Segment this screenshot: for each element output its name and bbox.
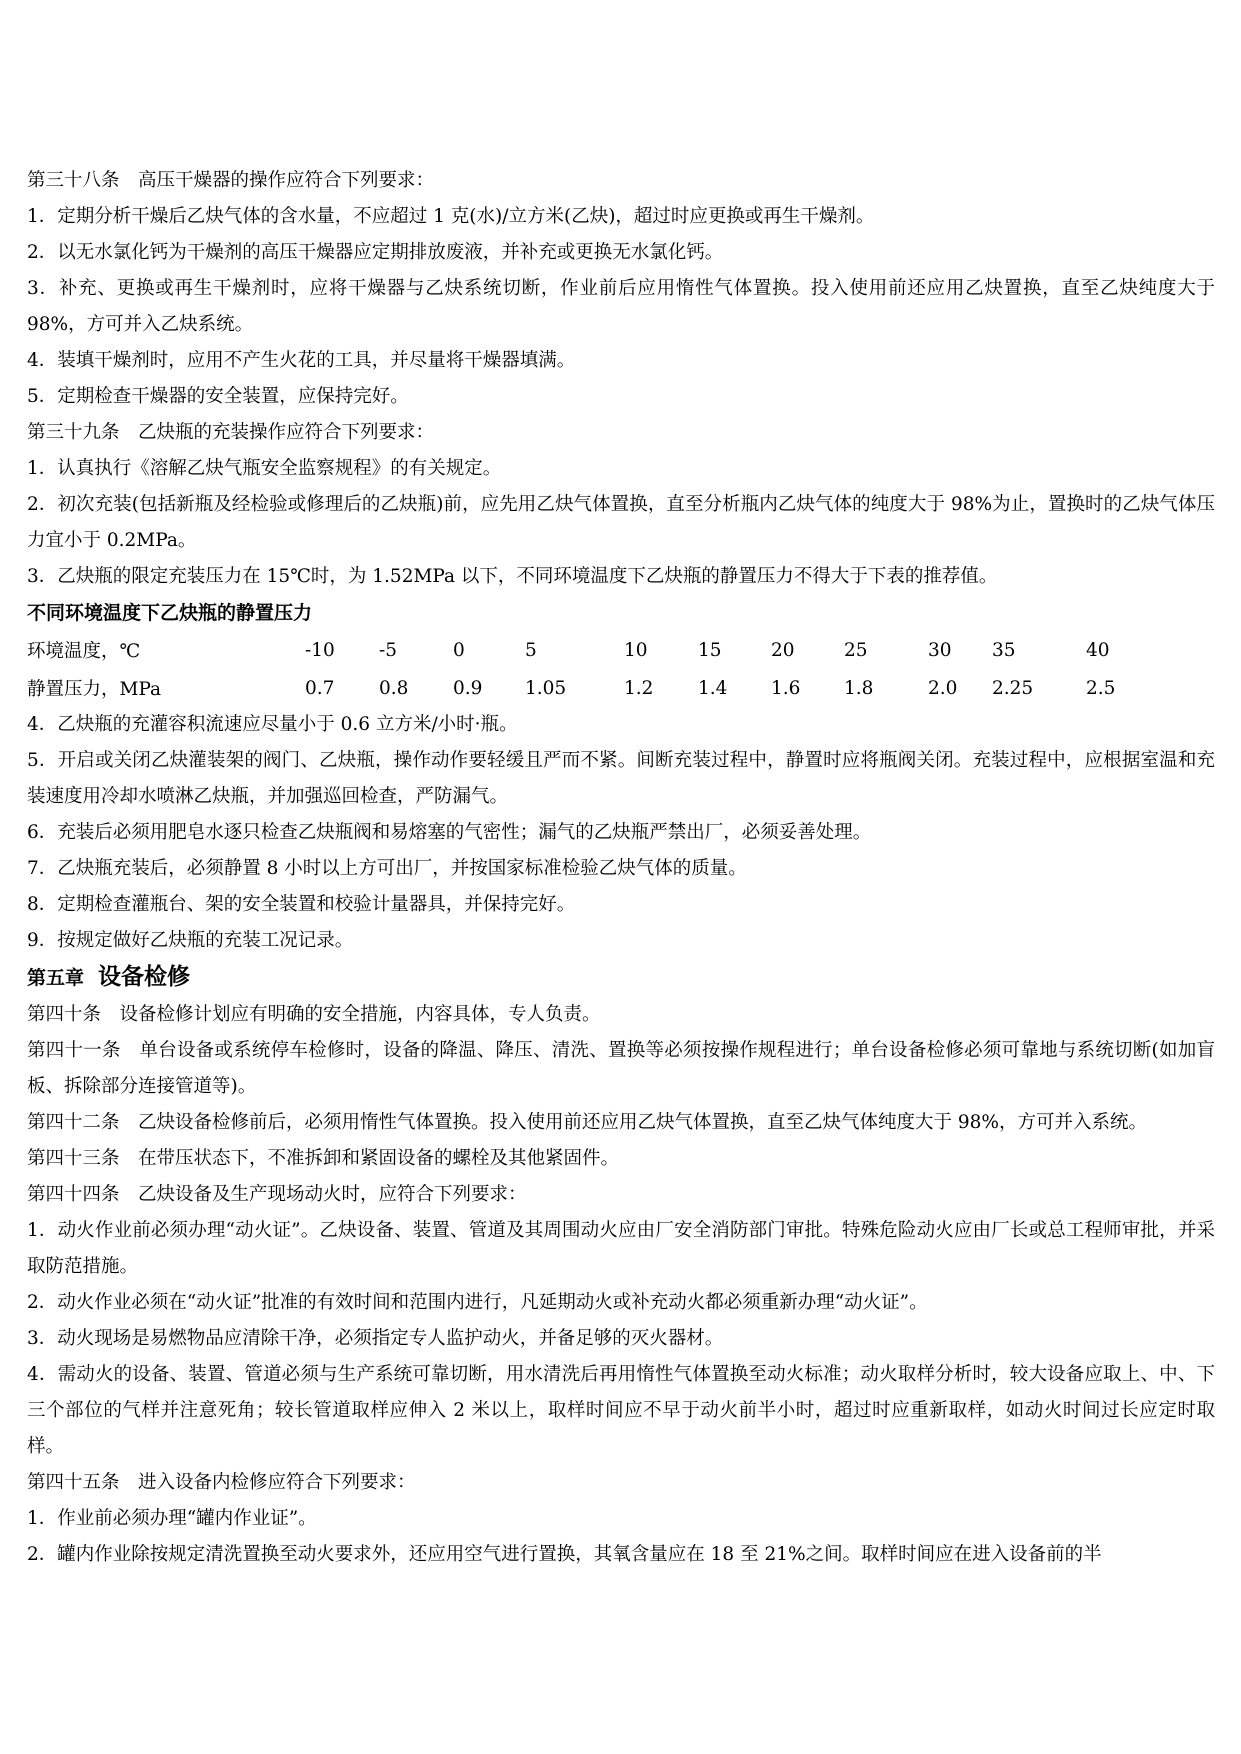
pressure-table: [27, 631, 1146, 707]
table-cell: 2.25: [992, 677, 1034, 699]
section-chapter-5: [27, 997, 1215, 1573]
table-cell: 1.2: [624, 677, 654, 699]
paragraph: 第四十二条 乙炔设备检修前后，必须用惰性气体置换。投入使用前还应用乙炔气体置换，直至乙炔气体纯度大于 98%，方可并入系统。: [27, 1112, 1148, 1133]
table-title: 不同环境温度下乙炔瓶的静置压力: [27, 602, 313, 624]
paragraph: 4．需动火的设备、装置、管道必须与生产系统可靠切断，用水清洗后再用惰性气体置换至动火标准；动火取样分析时，较大设备应取上、中、下三个部位的气样并注意死角；较长管道取样应伸入 2 米以上，取样时间应不早于动火前半小时，超过时应重新取样，如动火时间过长应定时取样。: [27, 1364, 1215, 1457]
section-article-38-39: [27, 163, 1215, 595]
table-cell: 40: [1086, 639, 1110, 661]
table-cell: 1.6: [771, 677, 801, 699]
paragraph: 5．开启或关闭乙炔灌装架的阀门、乙炔瓶，操作动作要轻缓且严而不紧。间断充装过程中，静置时应将瓶阀关闭。充装过程中，应根据室温和充装速度用冷却水喷淋乙炔瓶，并加强巡回检查，严防漏气。: [27, 750, 1215, 807]
paragraph: 2．罐内作业除按规定清洗置换至动火要求外，还应用空气进行置换，其氧含量应在 18 至 21%之间。取样时间应在进入设备前的半: [27, 1544, 1102, 1565]
table-cell: 25: [844, 639, 868, 661]
paragraph: 1．动火作业前必须办理“动火证”。乙炔设备、装置、管道及其周围动火应由厂安全消防部门审批。特殊危险动火应由厂长或总工程师审批，并采取防范措施。: [27, 1220, 1215, 1277]
paragraph: 第四十一条 单台设备或系统停车检修时，设备的降温、降压、清洗、置换等必须按操作规程进行；单台设备检修必须可靠地与系统切断(如加盲板、拆除部分连接管道等)。: [27, 1040, 1215, 1097]
table-cell: 0: [453, 639, 465, 661]
table-row-label: 静置压力，MPa: [27, 679, 162, 700]
table-cell: 1.05: [525, 677, 567, 699]
document-page: [27, 163, 1215, 1573]
paragraph: 第三十八条 高压干燥器的操作应符合下列要求：: [27, 170, 435, 191]
chapter-title: 设备检修: [98, 964, 191, 990]
table-cell: 30: [928, 639, 952, 661]
paragraph: 3．乙炔瓶的限定充装压力在 15℃时，为 1.52MPa 以下，不同环境温度下乙炔瓶的静置压力不得大于下表的推荐值。: [27, 566, 998, 587]
table-cell: 0.9: [453, 677, 483, 699]
paragraph: 6．充装后必须用肥皂水逐只检查乙炔瓶阀和易熔塞的气密性；漏气的乙炔瓶严禁出厂，必须妥善处理。: [27, 822, 872, 843]
table-cell: 1.8: [844, 677, 874, 699]
table-cell: -5: [379, 639, 398, 661]
paragraph: 5．定期检查干燥器的安全装置，应保持完好。: [27, 386, 409, 407]
table-row-pressure: [27, 669, 1146, 707]
paragraph: 3．动火现场是易燃物品应清除干净，必须指定专人监护动火，并备足够的灭火器材。: [27, 1328, 724, 1349]
paragraph: 2．动火作业必须在“动火证”批准的有效时间和范围内进行，凡延期动火或补充动火都必须重新办理“动火证”。: [27, 1292, 928, 1313]
paragraph: 2．以无水氯化钙为干燥剂的高压干燥器应定期排放废液，并补充或更换无水氯化钙。: [27, 242, 724, 263]
paragraph: 第四十条 设备检修计划应有明确的安全措施，内容具体，专人负责。: [27, 1004, 601, 1025]
paragraph: 1．作业前必须办理“罐内作业证”。: [27, 1508, 317, 1529]
paragraph: 第四十三条 在带压状态下，不准拆卸和紧固设备的螺栓及其他紧固件。: [27, 1148, 620, 1169]
table-row-temperature: [27, 631, 1146, 669]
table-cell: 35: [992, 639, 1016, 661]
paragraph: 1．定期分析干燥后乙炔气体的含水量，不应超过 1 克(水)/立方米(乙炔)，超过时应更换或再生干燥剂。: [27, 206, 875, 227]
paragraph: 第三十九条 乙炔瓶的充装操作应符合下列要求：: [27, 422, 435, 443]
table-cell: 5: [525, 639, 537, 661]
table-cell: 15: [698, 639, 722, 661]
paragraph: 7．乙炔瓶充装后，必须静置 8 小时以上方可出厂，并按国家标准检验乙炔气体的质量。: [27, 858, 747, 879]
table-cell: 10: [624, 639, 648, 661]
paragraph: 第四十五条 进入设备内检修应符合下列要求：: [27, 1472, 416, 1493]
table-cell: 2.0: [928, 677, 958, 699]
section-article-39-continued: [27, 707, 1215, 959]
table-cell: 0.7: [305, 677, 335, 699]
paragraph: 9．按规定做好乙炔瓶的充装工况记录。: [27, 930, 354, 951]
table-cell: 2.5: [1086, 677, 1116, 699]
paragraph: 3．补充、更换或再生干燥剂时，应将干燥器与乙炔系统切断，作业前后应用惰性气体置换。投入使用前还应用乙炔置换，直至乙炔纯度大于 98%，方可并入乙炔系统。: [27, 278, 1215, 335]
chapter-heading: [27, 959, 1215, 997]
table-cell: 20: [771, 639, 795, 661]
table-cell: 1.4: [698, 677, 728, 699]
paragraph: 4．乙炔瓶的充灌容积流速应尽量小于 0.6 立方米/小时·瓶。: [27, 714, 518, 735]
paragraph: 1．认真执行《溶解乙炔气瓶安全监察规程》的有关规定。: [27, 458, 502, 479]
chapter-number: 第五章: [27, 967, 85, 989]
paragraph: 8．定期检查灌瓶台、架的安全装置和校验计量器具，并保持完好。: [27, 894, 576, 915]
table-cell: -10: [305, 639, 335, 661]
paragraph: 第四十四条 乙炔设备及生产现场动火时，应符合下列要求：: [27, 1184, 527, 1205]
table-cell: 0.8: [379, 677, 409, 699]
paragraph: 2．初次充装(包括新瓶及经检验或修理后的乙炔瓶)前，应先用乙炔气体置换，直至分析瓶内乙炔气体的纯度大于 98%为止，置换时的乙炔气体压力宜小于 0.2MPa。: [27, 494, 1215, 551]
table-row-label: 环境温度，℃: [27, 641, 141, 662]
paragraph: 4．装填干燥剂时，应用不产生火花的工具，并尽量将干燥器填满。: [27, 350, 576, 371]
